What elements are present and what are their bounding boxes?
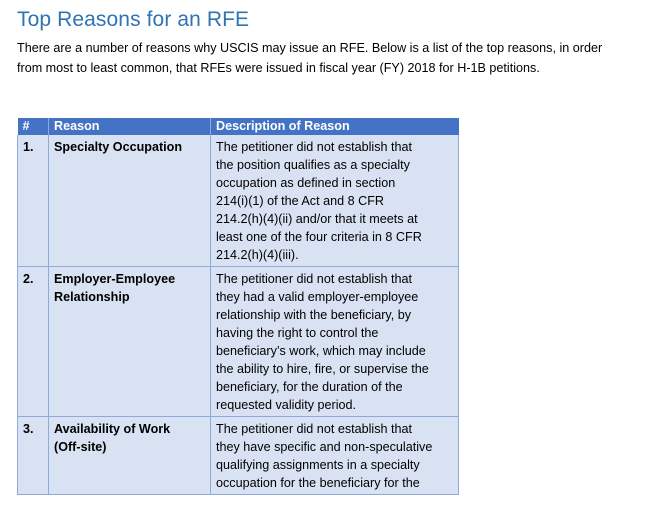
row-reason: [49, 135, 211, 267]
row-reason: [49, 417, 211, 495]
desc-line: beneficiary, for the duration of the: [216, 380, 403, 394]
rfe-reasons-table: [17, 118, 459, 495]
header-reason: Reason: [49, 118, 211, 135]
row-reason: [49, 267, 211, 417]
table-row: [18, 417, 459, 495]
header-description: Description of Reason: [211, 118, 459, 135]
reason-line: Relationship: [54, 290, 130, 304]
desc-line: 214.2(h)(4)(iii).: [216, 248, 299, 262]
page-title: Top Reasons for an RFE: [17, 8, 250, 31]
desc-line: qualifying assignments in a specialty: [216, 458, 420, 472]
table-row: [18, 267, 459, 417]
intro-line: from most to least common, that RFEs were issued in fiscal year (FY) 2018 for H-1B petitions.: [17, 61, 540, 75]
desc-line: relationship with the beneficiary, by: [216, 308, 412, 322]
row-description: [211, 135, 459, 267]
desc-line: the position qualifies as a specialty: [216, 158, 410, 172]
header-number: #: [18, 118, 49, 135]
intro-paragraph: [17, 38, 637, 78]
desc-line: the ability to hire, fire, or supervise the: [216, 362, 429, 376]
desc-line: The petitioner did not establish that: [216, 422, 413, 436]
desc-line: 214(i)(1) of the Act and 8 CFR: [216, 194, 384, 208]
desc-line: occupation for the beneficiary for the: [216, 476, 420, 490]
intro-line: There are a number of reasons why USCIS may issue an RFE. Below is a list of the top reasons, in order: [17, 41, 603, 55]
row-description: [211, 267, 459, 417]
reason-line: Specialty Occupation: [54, 140, 183, 154]
table-row: [18, 135, 459, 267]
desc-line: occupation as defined in section: [216, 176, 396, 190]
row-number: 1.: [18, 135, 49, 267]
row-description: [211, 417, 459, 495]
reason-line: Availability of Work: [54, 422, 171, 436]
desc-line: least one of the four criteria in 8 CFR: [216, 230, 422, 244]
reason-line: Employer-Employee: [54, 272, 176, 286]
desc-line: The petitioner did not establish that: [216, 140, 413, 154]
row-number: 2.: [18, 267, 49, 417]
row-number: 3.: [18, 417, 49, 495]
reason-line: (Off-site): [54, 440, 107, 454]
desc-line: 214.2(h)(4)(ii) and/or that it meets at: [216, 212, 418, 226]
desc-line: requested validity period.: [216, 398, 357, 412]
desc-line: having the right to control the: [216, 326, 379, 340]
desc-line: they have specific and non-speculative: [216, 440, 433, 454]
desc-line: beneficiary’s work, which may include: [216, 344, 426, 358]
desc-line: they had a valid employer-employee: [216, 290, 419, 304]
table-header-row: [18, 118, 459, 135]
desc-line: The petitioner did not establish that: [216, 272, 413, 286]
